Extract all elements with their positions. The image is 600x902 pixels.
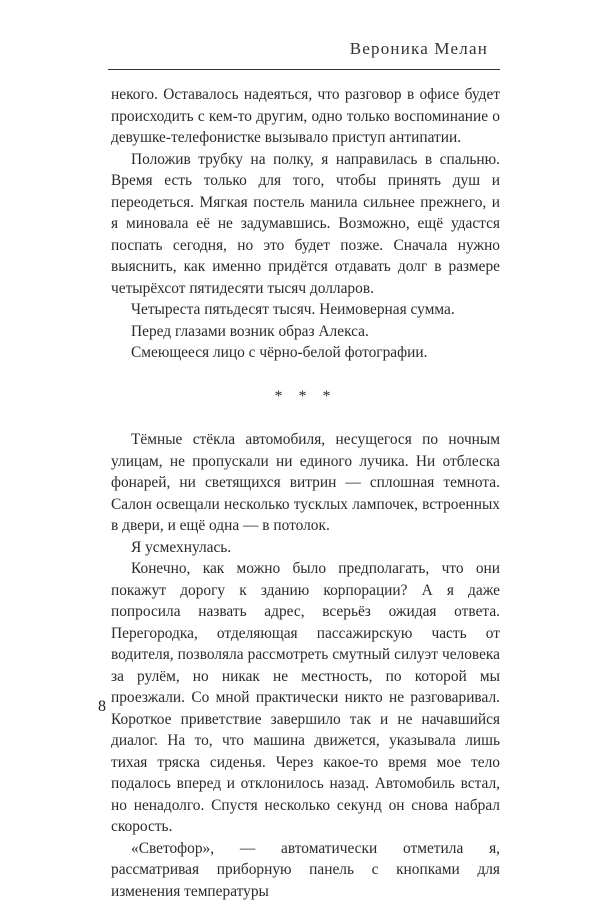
header-rule: [108, 69, 500, 70]
paragraph: Положив трубку на полку, я направилась в спальню. Время есть только для того, чтобы принять душ и переодеться. Мягкая постель манила сильнее прежнего, и я миновала её не задумавшись. Возможно, ещё удастся поспать сегодня, но это будет позже. Сначала нужно выяснить, как именно придётся отдавать долг в размере четырёхсот пятидесяти тысяч долларов.: [111, 149, 500, 300]
paragraph: Конечно, как можно было предполагать, что они покажут дорогу к зданию корпорации? А я даже попросила назвать адрес, всерьёз ожидая ответа. Перегородка, отделяющая пассажирскую часть от водителя, позволяла рассмотреть смутный силуэт человека за рулём, но никак не местность, по которой мы проезжали. Со мной практически никто не разговаривал. Короткое приветствие завершило так и не начавшийся диалог. На то, что машина движется, указывала лишь тихая тряска сиденья. Через какое-то время мое тело подалось вперед и отклонилось назад. Автомобиль встал, но ненадолго. Спустя несколько секунд он снова набрал скорость.: [111, 558, 500, 838]
paragraph: «Светофор», — автоматически отметила я, рассматривая приборную панель с кнопками для изменения температуры: [111, 838, 500, 902]
page-number: 8: [98, 698, 106, 716]
paragraph: Тёмные стёкла автомобиля, несущегося по ночным улицам, не пропускали ни единого лучика. Ни отблеска фонарей, ни светящихся витрин — сплошная темнота. Салон освещали несколько тусклых лампочек, встроенных в двери, и ещё одна — в потолок.: [111, 429, 500, 537]
body-text: [111, 84, 500, 902]
running-head: Вероника Мелан: [350, 39, 488, 59]
section-separator: * * *: [111, 386, 500, 408]
paragraph: Перед глазами возник образ Алекса.: [111, 321, 500, 343]
paragraph: некого. Оставалось надеяться, что разговор в офисе будет происходить с кем-то другим, одно только воспоминание о девушке-телефонистке вызывало приступ антипатии.: [111, 84, 500, 149]
paragraph: Я усмехнулась.: [111, 537, 500, 559]
paragraph: Четыреста пятьдесят тысяч. Неимоверная сумма.: [111, 299, 500, 321]
paragraph: Смеющееся лицо с чёрно-белой фотографии.: [111, 342, 500, 364]
